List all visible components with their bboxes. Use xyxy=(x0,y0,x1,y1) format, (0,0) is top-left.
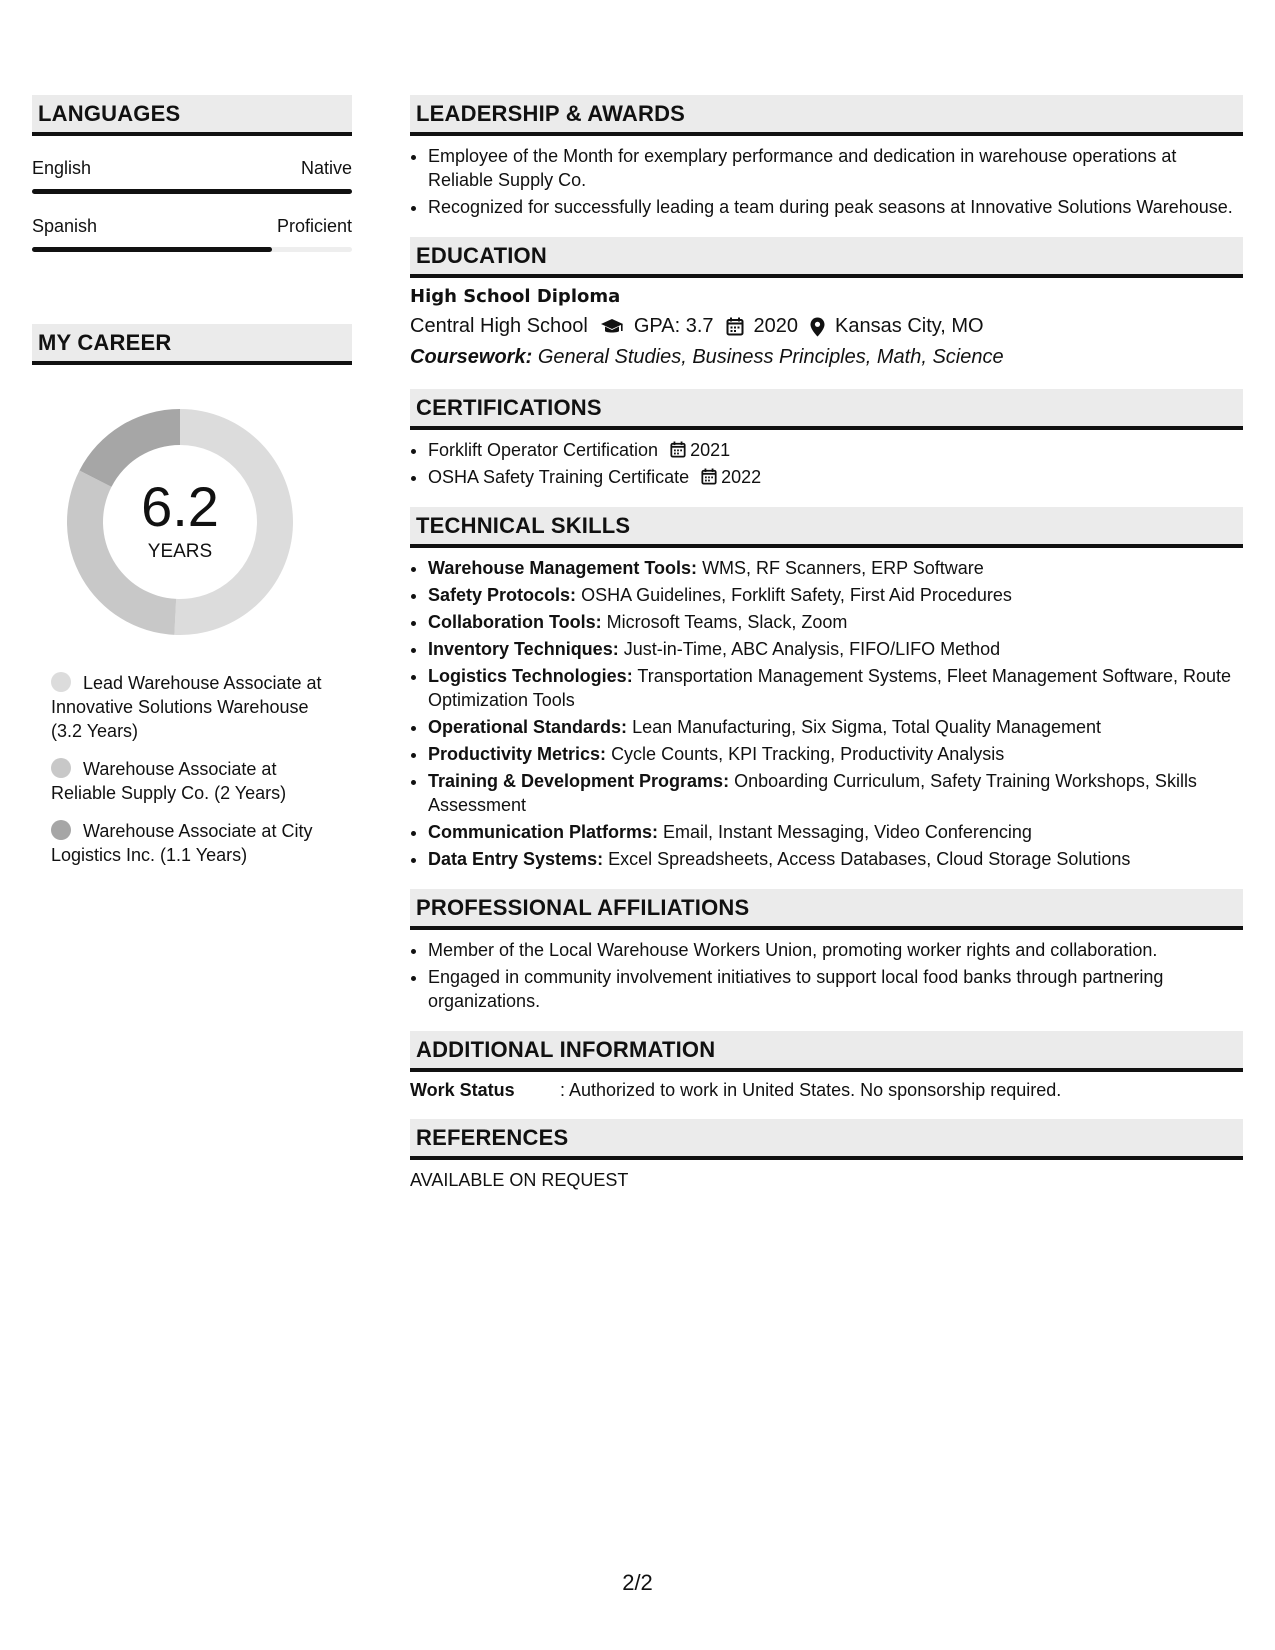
education-details xyxy=(410,315,1243,338)
legend-dot xyxy=(51,758,71,778)
list-item xyxy=(428,556,1243,580)
skill-label: Warehouse Management Tools: xyxy=(428,558,698,578)
language-proficiency-bar xyxy=(32,189,352,194)
skill-label: Operational Standards: xyxy=(428,717,628,737)
list-item: • Recognized for successfully leading a team during peak seasons at Innovative Solutions Warehouse. xyxy=(428,195,1243,219)
skill-value: Microsoft Teams, Slack, Zoom xyxy=(606,612,848,632)
language-level: Native xyxy=(300,158,352,178)
list-item xyxy=(428,820,1243,844)
left-column xyxy=(32,95,352,881)
languages-heading: LANGUAGES xyxy=(32,95,352,136)
legend-dot xyxy=(51,820,71,840)
certification-name: Forklift Operator Certification xyxy=(428,440,659,460)
career-donut-chart xyxy=(67,409,293,635)
language-name: Spanish xyxy=(32,216,98,236)
language-item-spanish xyxy=(32,216,352,252)
calendar-icon xyxy=(670,441,686,458)
list-item xyxy=(428,742,1243,766)
certification-year: 2021 xyxy=(690,440,731,460)
skill-label: Communication Platforms: xyxy=(428,822,659,842)
language-name: English xyxy=(32,158,92,178)
language-level: Proficient xyxy=(276,216,352,236)
graduation-cap-icon xyxy=(600,318,624,336)
skill-value: Excel Spreadsheets, Access Databases, Cloud Storage Solutions xyxy=(608,849,1131,869)
skill-value: WMS, RF Scanners, ERP Software xyxy=(702,558,984,578)
references-text: AVAILABLE ON REQUEST xyxy=(410,1170,629,1190)
references-heading: REFERENCES xyxy=(410,1119,1243,1160)
certifications-heading: CERTIFICATIONS xyxy=(410,389,1243,430)
page-number: 2/2 xyxy=(622,1570,653,1595)
education-school: Central High School xyxy=(410,315,588,337)
list-item xyxy=(428,769,1243,817)
career-donut-center xyxy=(67,409,293,635)
list-item xyxy=(428,637,1243,661)
skill-value: Cycle Counts, KPI Tracking, Productivity Analysis xyxy=(611,744,1005,764)
work-status-value: : Authorized to work in United States. No sponsorship required. xyxy=(560,1080,1062,1100)
certification-year: 2022 xyxy=(721,467,762,487)
skill-label: Collaboration Tools: xyxy=(428,612,602,632)
education-location: Kansas City, MO xyxy=(835,315,984,337)
skill-label: Training & Development Programs: xyxy=(428,771,730,791)
calendar-icon xyxy=(701,468,717,485)
list-item xyxy=(428,715,1243,739)
career-legend-label: Warehouse Associate at Reliable Supply Co. (2 Years) xyxy=(51,759,287,803)
career-legend-item xyxy=(51,819,341,867)
additional-info-heading: ADDITIONAL INFORMATION xyxy=(410,1031,1243,1072)
skill-label: Inventory Techniques: xyxy=(428,639,619,659)
list-item: • Member of the Local Warehouse Workers Union, promoting worker rights and collaboration. xyxy=(428,938,1243,962)
list-item xyxy=(428,583,1243,607)
career-legend-item xyxy=(51,757,341,805)
leadership-list xyxy=(410,144,1243,219)
map-pin-icon xyxy=(810,317,825,337)
skill-value: Transportation Management Systems, Fleet Management Software, Route Optimization Tools xyxy=(428,666,1232,710)
skill-value: OSHA Guidelines, Forklift Safety, First Aid Procedures xyxy=(581,585,1012,605)
language-proficiency-fill xyxy=(32,189,352,194)
certifications-list xyxy=(410,438,1243,489)
legend-dot xyxy=(51,672,71,692)
right-column xyxy=(410,95,1243,1191)
career-legend xyxy=(51,671,341,867)
calendar-icon xyxy=(726,317,744,336)
list-item xyxy=(428,664,1243,712)
language-item-english xyxy=(32,158,352,194)
education-degree: High School Diploma xyxy=(410,286,621,307)
skill-value: Just-in-Time, ABC Analysis, FIFO/LIFO Method xyxy=(623,639,1001,659)
list-item xyxy=(428,438,1243,462)
certification-name: OSHA Safety Training Certificate xyxy=(428,467,690,487)
work-status-label: Work Status xyxy=(410,1080,515,1100)
education-coursework xyxy=(410,346,1243,369)
skill-label: Logistics Technologies: xyxy=(428,666,633,686)
career-total-years: 6.2 xyxy=(141,475,219,538)
list-item xyxy=(428,610,1243,634)
skill-value: Email, Instant Messaging, Video Conferencing xyxy=(663,822,1032,842)
skill-value: Onboarding Curriculum, Safety Training Workshops, Skills Assessment xyxy=(428,771,1197,815)
career-total-unit: YEARS xyxy=(147,541,213,562)
career-legend-label: Lead Warehouse Associate at Innovative Solutions Warehouse (3.2 Years) xyxy=(51,673,322,741)
education-year: 2020 xyxy=(753,315,799,337)
coursework-value: General Studies, Business Principles, Math, Science xyxy=(537,346,1004,368)
skill-label: Safety Protocols: xyxy=(428,585,577,605)
skill-value: Lean Manufacturing, Six Sigma, Total Quality Management xyxy=(632,717,1101,737)
language-proficiency-fill xyxy=(32,247,272,252)
leadership-heading: LEADERSHIP & AWARDS xyxy=(410,95,1243,136)
education-entry xyxy=(410,286,1243,369)
list-item: • Employee of the Month for exemplary performance and dedication in warehouse operations at Reliable Supply Co. xyxy=(428,144,1243,192)
education-gpa: GPA: 3.7 xyxy=(633,315,714,337)
work-status-row xyxy=(410,1080,1243,1101)
skills-list xyxy=(410,556,1243,871)
career-legend-label: Warehouse Associate at City Logistics Inc. (1.1 Years) xyxy=(51,821,313,865)
list-item: • Engaged in community involvement initiatives to support local food banks through partnering organizations. xyxy=(428,965,1243,1013)
education-heading: EDUCATION xyxy=(410,237,1243,278)
affiliations-heading: PROFESSIONAL AFFILIATIONS xyxy=(410,889,1243,930)
skill-label: Data Entry Systems: xyxy=(428,849,604,869)
list-item xyxy=(428,847,1243,871)
coursework-label: Coursework: xyxy=(410,346,533,368)
list-item xyxy=(428,465,1243,489)
language-proficiency-bar xyxy=(32,247,352,252)
affiliations-list xyxy=(410,938,1243,1013)
career-legend-item xyxy=(51,671,341,743)
career-heading: MY CAREER xyxy=(32,324,352,365)
skills-heading: TECHNICAL SKILLS xyxy=(410,507,1243,548)
skill-label: Productivity Metrics: xyxy=(428,744,607,764)
